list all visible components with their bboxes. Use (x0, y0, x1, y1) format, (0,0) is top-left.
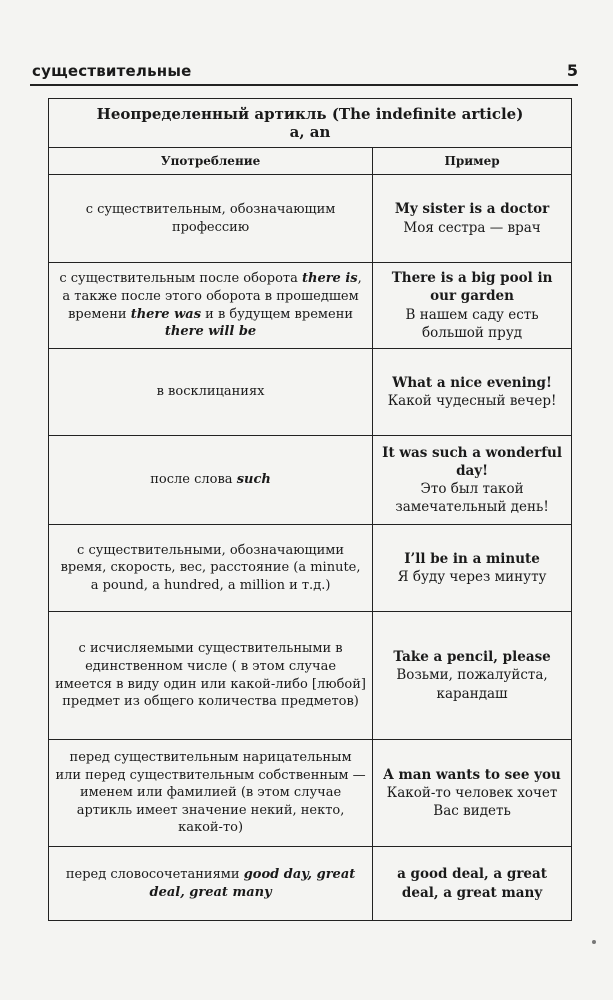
example-cell (373, 436, 572, 525)
usage-text: и в будущем времени (201, 306, 354, 322)
example-english: There is a big pool in our garden (391, 270, 553, 305)
column-header-example: Пример (373, 148, 572, 175)
example-russian: Возьми, пожалуйста, карандаш (396, 667, 548, 702)
running-head (30, 62, 578, 86)
example-english: A man wants to see you (383, 766, 561, 783)
example-english: What a nice evening! (392, 374, 552, 391)
example-cell (373, 349, 572, 436)
usage-text: с существительным после оборота (59, 271, 302, 287)
table-title-row (49, 99, 572, 148)
indefinite-article-table (48, 98, 572, 921)
usage-text: с исчисляемыми существительными в единственном числе ( в этом случае имеется в виду один или какой-либо [любой] предмет из общего количества предметов) (55, 641, 366, 710)
usage-text: с существительными, обозначающими время, скорость, вес, расстояние (a minute, a pound, a hundred, a million и т.д.) (60, 542, 361, 593)
page-speck (592, 940, 596, 944)
table-title (49, 99, 572, 148)
example-english: It was such a wonderful day! (382, 444, 562, 479)
usage-cell (49, 525, 373, 612)
example-cell (373, 612, 572, 740)
example-english: My sister is a doctor (394, 201, 550, 218)
usage-text: , а также после этого оборота в прошедшем времени (62, 271, 362, 322)
table-row (49, 525, 572, 612)
table-body (49, 175, 572, 921)
usage-text: после слова (150, 472, 237, 488)
usage-text: перед словосочетаниями (65, 866, 244, 882)
example-english: Take a pencil, please (393, 649, 551, 666)
usage-cell (49, 349, 373, 436)
usage-emphasis: good day, great deal, great many (149, 866, 356, 900)
column-header-row (49, 148, 572, 175)
running-title: существительные (32, 62, 192, 80)
usage-emphasis: there is (301, 271, 358, 287)
example-russian: Какой чудесный вечер! (387, 393, 557, 409)
usage-cell (49, 847, 373, 921)
example-english: a good deal, a great deal, a great many (397, 866, 548, 901)
example-russian: Какой-то человек хочет Вас видеть (386, 784, 558, 820)
example-russian: Моя сестра — врач (403, 219, 541, 236)
example-russian: Это был такой замечательный день! (395, 481, 549, 516)
usage-text: с существительным, обозначающим профессию (85, 201, 336, 235)
table-title-line2: a, an (289, 123, 331, 141)
table-row (49, 263, 572, 349)
usage-cell (49, 175, 373, 263)
usage-cell (49, 436, 373, 525)
usage-cell (49, 740, 373, 847)
example-russian: Я буду через минуту (397, 569, 547, 585)
table-row (49, 175, 572, 263)
example-cell (373, 740, 572, 847)
example-english: I’ll be in a minute (404, 550, 540, 567)
example-cell (373, 263, 572, 349)
table-row (49, 847, 572, 921)
example-russian: В нашем саду есть большой пруд (405, 306, 539, 341)
usage-text: перед существительным нарицательным или перед существительным собственным — именем или фамилией (в этом случае артикль имеет значение некий, некто, какой-то) (55, 750, 366, 836)
example-cell (373, 847, 572, 921)
usage-cell (49, 612, 373, 740)
column-header-usage: Употребление (49, 148, 373, 175)
usage-cell (49, 263, 373, 349)
table-row (49, 612, 572, 740)
usage-emphasis: there will be (164, 324, 257, 340)
example-cell (373, 525, 572, 612)
table-title-line1: Неопределенный артикль (The indefinite article) (96, 105, 524, 123)
usage-emphasis: there was (130, 306, 202, 322)
usage-emphasis: such (236, 472, 271, 488)
page-number: 5 (566, 61, 578, 80)
table-row (49, 436, 572, 525)
example-cell (373, 175, 572, 263)
table-row (49, 740, 572, 847)
usage-text: в восклицаниях (156, 384, 265, 400)
table-row (49, 349, 572, 436)
